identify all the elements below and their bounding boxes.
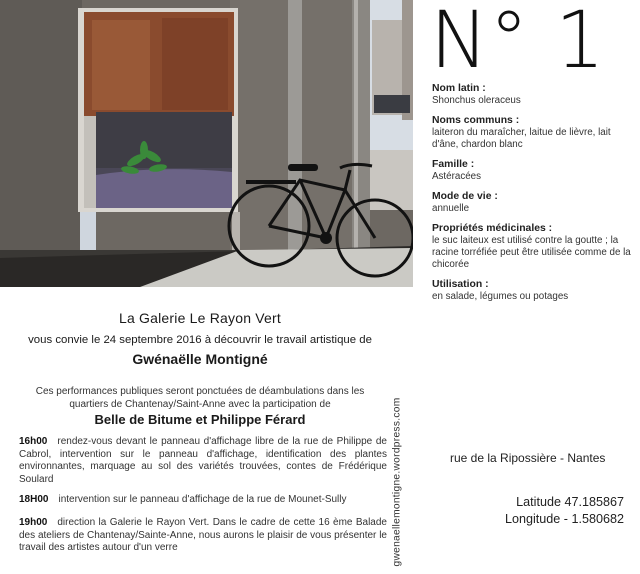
field-value-family: Astéracées: [432, 171, 482, 182]
invitation-line: vous convie le 24 septembre 2016 à découvrir le travail artistique de: [28, 334, 372, 346]
field-label-common-names: Noms communs :: [432, 115, 520, 126]
field-value-lifecycle: annuelle: [432, 203, 470, 214]
program-item: [19, 494, 387, 507]
program-item: [19, 436, 387, 486]
coordinates: [505, 494, 624, 528]
field-value-common-names: laiteron du maraîcher, laitue de lièvre, lait d'âne, chardon blanc: [432, 127, 611, 150]
card-number: N° 1: [430, 0, 606, 86]
program-text: intervention sur le panneau d'affichage de la rue de Mounet-Sully: [58, 494, 347, 505]
artist-name: Gwénaëlle Montigné: [132, 351, 268, 367]
program-item: [19, 517, 387, 555]
field-label-family: Famille :: [432, 159, 475, 170]
program-text: rendez-vous devant le panneau d'affichage libre de la rue de Philippe de Cabrol, intervention sur le panneau d'affichage, identification des plantes environnantes, marquage au sol des variétés trouvées, contes de Frédérique Soulard: [19, 436, 387, 485]
website-url[interactable]: [388, 397, 406, 567]
program-time: 16h00: [19, 436, 48, 447]
partners-name: Belle de Bitume et Philippe Férard: [94, 412, 306, 427]
program-time: 18H00: [19, 494, 49, 505]
field-label-medicinal: Propriétés médicinales :: [432, 223, 553, 234]
program-time: 19h00: [19, 517, 48, 528]
field-label-latin-name: Nom latin :: [432, 83, 486, 94]
longitude: Longitude - 1.580682: [504, 512, 624, 526]
photo-illustration: [0, 0, 413, 287]
address: rue de la Ripossière - Nantes: [450, 451, 606, 465]
gallery-name: La Galerie Le Rayon Vert: [118, 310, 281, 326]
street-photo: [0, 0, 413, 287]
latitude: Latitude 47.185867: [516, 495, 624, 509]
website-url-text[interactable]: gwenaellemontigne.wordpress.com: [391, 397, 403, 567]
plant-info: [432, 82, 637, 310]
program-text: direction la Galerie le Rayon Vert. Dans le cadre de cette 16 ème Balade des ateliers de Chantenay/Sainte-Anne, nous aurons le plaisir de vous présenter le travail des artistes autour d'un verre: [19, 517, 387, 554]
performances-text: Ces performances publiques seront ponctuées de déambulations dans les quartiers de Chantenay/Saint-Anne avec la participation de: [35, 386, 365, 410]
field-label-lifecycle: Mode de vie :: [432, 191, 498, 202]
field-value-usage: en salade, légumes ou potages: [432, 291, 569, 302]
field-value-medicinal: le suc laiteux est utilisé contre la goutte ; la racine torréfiée peut être utilisée comme de la chicorée: [432, 235, 631, 270]
field-value-latin-name: Shonchus oleraceus: [432, 95, 521, 106]
field-label-usage: Utilisation :: [432, 279, 489, 290]
